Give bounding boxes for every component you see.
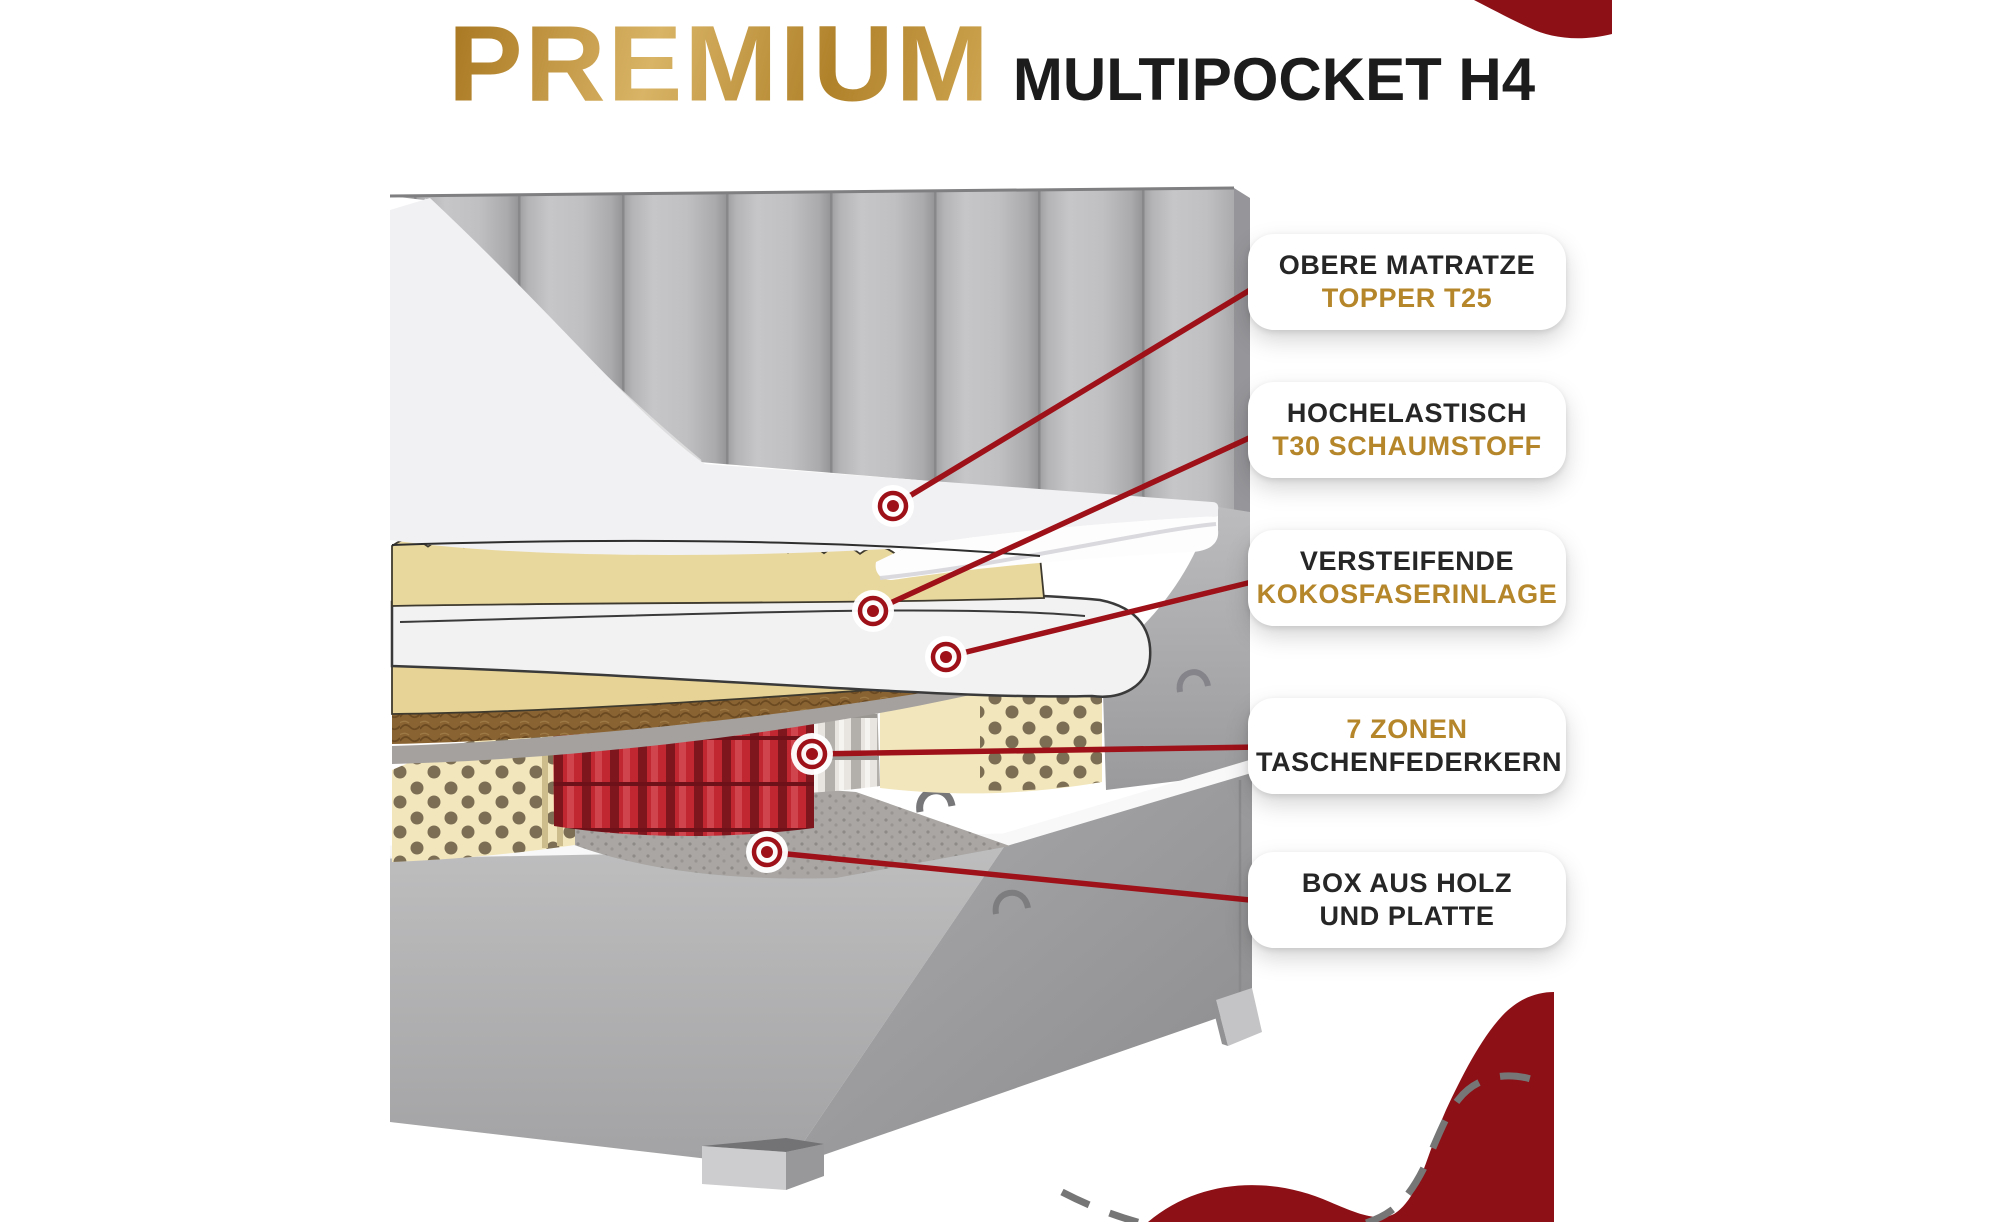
callout-line-2: TASCHENFEDERKERN <box>1256 747 1563 778</box>
callout-line-1: OBERE MATRATZE <box>1278 250 1536 280</box>
callout-line-2: T30 SCHAUMSTOFF <box>1272 431 1542 462</box>
callout-topper <box>1248 234 1566 330</box>
callout-marker-springs <box>791 733 833 775</box>
callout-box <box>1248 852 1566 948</box>
callout-marker-foam <box>852 590 894 632</box>
callout-line-2: KOKOSFASERINLAGE <box>1256 579 1558 610</box>
callout-marker-box <box>746 831 788 873</box>
title-model: MULTIPOCKET H4 <box>1012 46 1536 113</box>
callout-line-2: TOPPER T25 <box>1321 283 1493 314</box>
box-handle-loop-1 <box>920 791 952 812</box>
callout-line-1: 7 ZONEN <box>1346 714 1468 744</box>
corner-blob-bottom <box>1148 992 1554 1222</box>
callout-marker-topper <box>872 485 914 527</box>
headboard-side-edge <box>1234 188 1250 556</box>
callout-coconut <box>1248 530 1566 626</box>
callout-line-1: HOCHELASTISCH <box>1286 398 1528 428</box>
callout-line-2: UND PLATTE <box>1319 901 1495 932</box>
callout-line-1: BOX AUS HOLZ <box>1301 868 1513 898</box>
bed-foot-front <box>702 1138 824 1190</box>
page-title <box>448 3 1536 124</box>
callout-springs <box>1248 698 1566 794</box>
callout-line-1: VERSTEIFENDE <box>1299 546 1515 576</box>
callout-marker-coconut <box>925 636 967 678</box>
title-premium: PREMIUM <box>448 3 991 124</box>
callout-foam <box>1248 382 1566 478</box>
